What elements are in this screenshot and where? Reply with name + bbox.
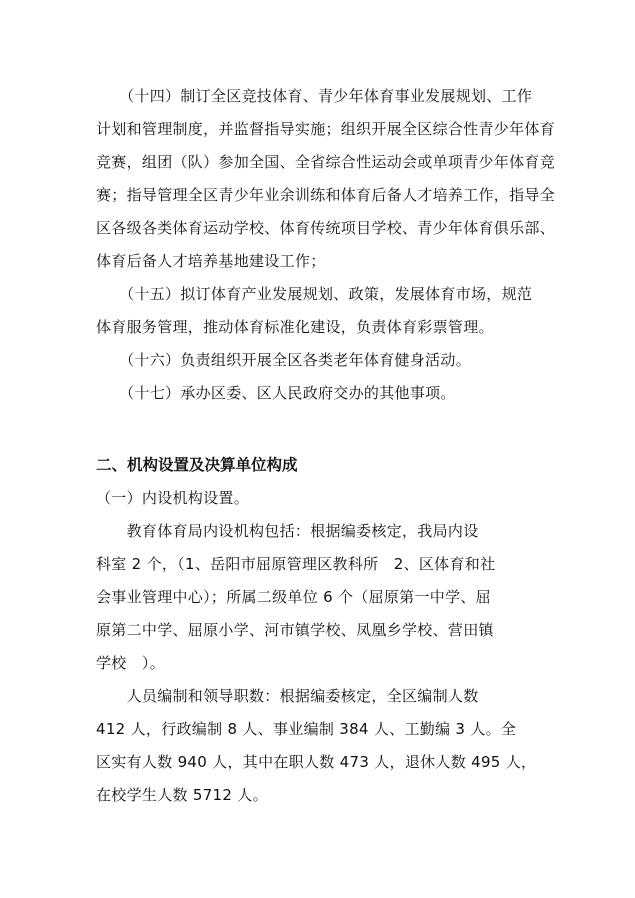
paragraph-item-16	[96, 344, 544, 377]
text-line: 区实有人数 940 人，其中在职人数 473 人，退休人数 495 人，	[96, 753, 537, 771]
paragraph-item-14	[96, 80, 556, 278]
text-line: （十五）拟订体育产业发展规划、政策，发展体育市场，规范	[96, 285, 533, 303]
paragraph-item-15	[96, 278, 544, 344]
text-line: （十六）负责组织开展全区各类老年体育健身活动。	[96, 351, 472, 369]
text-line: 体育服务管理，推动体育标准化建设，负责体育彩票管理。	[96, 318, 494, 336]
text-line: （十四）制订全区竞技体育、青少年体育事业发展规划、工作	[96, 87, 533, 105]
text-line: 412 人，行政编制 8 人、事业编制 384 人、工勤编 3 人。全	[96, 720, 517, 738]
text-line: 体育后备人才培养基地建设工作；	[96, 252, 326, 270]
subsection-heading	[96, 482, 544, 515]
text-line: （十七）承办区委、区人民政府交办的其他事项。	[96, 384, 456, 402]
text-line: 人员编制和领导职数：根据编委核定，全区编制人数	[96, 687, 479, 705]
text-line: 原第二中学、屈原小学、河市镇学校、凤凰乡学校、营田镇	[96, 621, 494, 639]
section-heading: 二、机构设置及决算单位构成	[96, 456, 298, 474]
text-line: 计划和管理制度，并监督指导实施；组织开展全区综合性青少年体育	[96, 120, 556, 138]
text-line: 教育体育局内设机构包括：根据编委核定，我局内设	[96, 522, 479, 540]
subsection-heading-text: （一）内设机构设置。	[96, 489, 250, 507]
paragraph-org-structure	[96, 515, 544, 680]
text-line: 科室 2 个，（1、岳阳市屈原管理区教科所 2、区体育和社	[96, 555, 496, 573]
text-line: 竞赛，组团（队）参加全国、全省综合性运动会或单项青少年体育竞	[96, 153, 556, 171]
text-line: 区各级各类体育运动学校、体育传统项目学校、青少年体育俱乐部、	[96, 219, 556, 237]
paragraph-item-17	[96, 377, 544, 410]
text-line: 会事业管理中心）；所属二级单位 6 个（屈原第一中学、屈	[96, 588, 491, 606]
text-line: 赛；指导管理全区青少年业余训练和体育后备人才培养工作，指导全	[96, 186, 556, 204]
paragraph-staffing	[96, 680, 544, 812]
text-line: 学校 ）。	[96, 654, 166, 672]
text-line: 在校学生人数 5712 人。	[96, 786, 268, 804]
